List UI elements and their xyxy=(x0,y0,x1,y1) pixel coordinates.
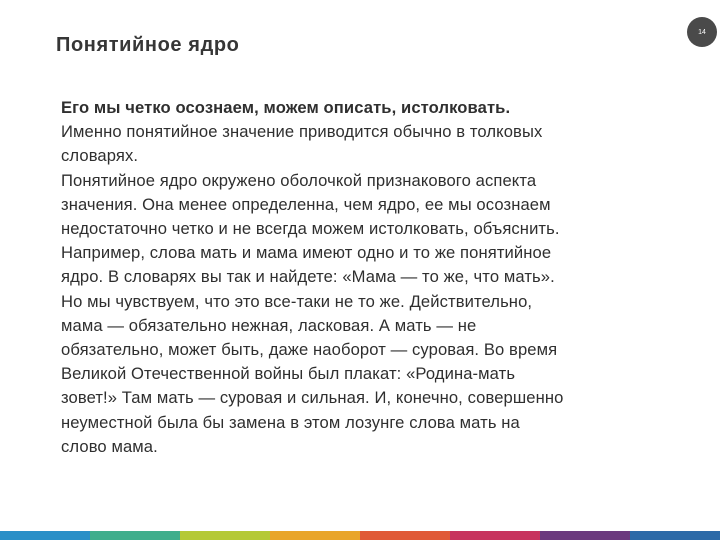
body-line: Например, слова мать и мама имеют одно и то же понятийное xyxy=(61,243,552,263)
body-line: обязательно, может быть, даже наоборот — суровая. Во время xyxy=(61,340,558,360)
footer-color-segment xyxy=(180,531,270,540)
body-line: ядро. В словарях вы так и найдете: «Мама — то же, что мать». xyxy=(61,267,555,287)
slide-title: Понятийное ядро xyxy=(56,34,240,56)
slide-body-text xyxy=(61,96,701,459)
footer-color-segment xyxy=(90,531,180,540)
footer-color-bar xyxy=(0,531,720,540)
body-line: Понятийное ядро окружено оболочкой признакового аспекта xyxy=(61,170,537,190)
body-line: Но мы чувствуем, что это все-таки не то же. Действительно, xyxy=(61,291,533,311)
body-line: значения. Она менее определенна, чем ядро, ее мы осознаем xyxy=(61,194,551,214)
footer-color-segment xyxy=(0,531,90,540)
footer-color-segment xyxy=(270,531,360,540)
footer-color-segment xyxy=(360,531,450,540)
footer-color-segment xyxy=(630,531,720,540)
body-line: Великой Отечественной войны был плакат: «Родина-мать xyxy=(61,364,516,384)
body-line: словарях. xyxy=(61,146,139,166)
slide-number-badge: 14 xyxy=(687,17,717,47)
body-line: слово мама. xyxy=(61,436,158,456)
body-line: Его мы четко осознаем, можем описать, истолковать. xyxy=(61,98,511,117)
body-line: недостаточно четко и не всегда можем истолковать, объяснить. xyxy=(61,219,560,239)
footer-color-segment xyxy=(450,531,540,540)
body-line: Именно понятийное значение приводится обычно в толковых xyxy=(61,122,543,142)
body-line: неуместной была бы замена в этом лозунге слова мать на xyxy=(61,412,520,432)
footer-color-segment xyxy=(540,531,630,540)
body-line: зовет!» Там мать — суровая и сильная. И, конечно, совершенно xyxy=(61,388,564,408)
body-line: мама — обязательно нежная, ласковая. А мать — не xyxy=(61,315,477,335)
